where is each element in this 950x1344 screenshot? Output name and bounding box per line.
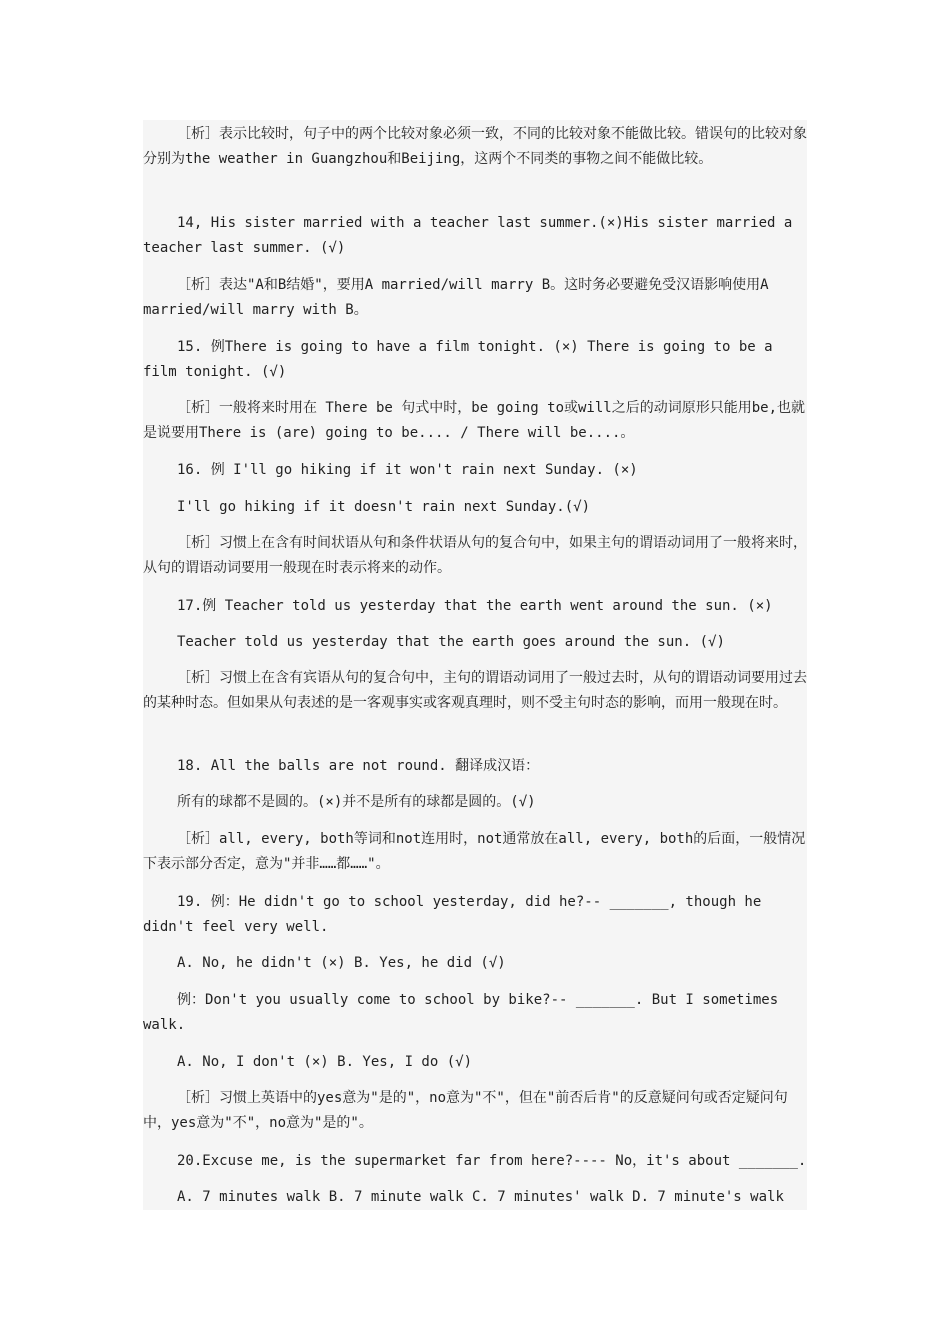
example-19-options: A. No, he didn't (×) B. Yes, he did (√): [177, 955, 506, 971]
example-20-options: A. 7 minutes walk B. 7 minute walk C. 7 minutes' walk D. 7 minute's walk: [177, 1189, 784, 1205]
example-16-right: I'll go hiking if it doesn't rain next Sunday.(√): [177, 499, 591, 515]
example-19b: 例：Don't you usually come to school by bike?-- _______. But I sometimes walk.: [143, 992, 779, 1033]
example-17-wrong: 17.例 Teacher told us yesterday that the earth went around the sun. (×): [177, 598, 773, 614]
example-20: 20.Excuse me, is the supermarket far from here?---- No，it's about _______.: [177, 1153, 807, 1169]
example-19: 19. 例：He didn't go to school yesterday, did he?-- _______, though he didn't feel very well.: [143, 894, 762, 935]
analysis-marry: ［析］表达"A和B结婚"，要用A married/will marry B。这时务必要避免受汉语影响使用A married/will marry with B。: [143, 277, 769, 318]
analysis-comparison: ［析］表示比较时，句子中的两个比较对象必须一致，不同的比较对象不能做比较。错误句的比较对象分别为the weather in Guangzhou和Beijing，这两个不同类的事物之间不能做比较。: [143, 126, 807, 167]
example-17-right: Teacher told us yesterday that the earth goes around the sun. (√): [177, 634, 725, 650]
analysis-yes-no: ［析］习惯上英语中的yes意为"是的"，no意为"不"，但在"前否后肯"的反意疑问句或否定疑问句中，yes意为"不"，no意为"是的"。: [143, 1090, 788, 1131]
analysis-partial-negation: ［析］all, every, both等词和not连用时，not通常放在all, every, both的后面，一般情况下表示部分否定，意为"并非……都……"。: [143, 831, 806, 872]
example-16-wrong: 16. 例 I'll go hiking if it won't rain next Sunday. (×): [177, 462, 638, 478]
analysis-object-clause: ［析］习惯上在含有宾语从句的复合句中，主句的谓语动词用了一般过去时，从句的谓语动词要用过去的某种时态。但如果从句表述的是一客观事实或客观真理时，则不受主句时态的影响，而用一般现在时。: [143, 670, 807, 711]
example-18: 18. All the balls are not round. 翻译成汉语：: [177, 758, 540, 774]
example-19b-options: A. No, I don't (×) B. Yes, I do (√): [177, 1054, 473, 1070]
analysis-adverbial-clause: ［析］习惯上在含有时间状语从句和条件状语从句的复合句中，如果主句的谓语动词用了一般将来时，从句的谓语动词要用一般现在时表示将来的动作。: [143, 535, 807, 576]
example-15: 15. 例There is going to have a film tonight. (×) There is going to be a film tonight. (√): [143, 339, 773, 380]
analysis-there-be: ［析］一般将来时用在 There be 句式中时，be going to或will之后的动词原形只能用be,也就是说要用There is (are) going to be.... / There will be....。: [143, 400, 806, 441]
example-18-translation: 所有的球都不是圆的。(×)并不是所有的球都是圆的。(√): [177, 794, 536, 810]
example-14: 14, His sister married with a teacher last summer.(×)His sister married a teacher last summer. (√): [143, 215, 793, 256]
document-body: [143, 120, 807, 1210]
